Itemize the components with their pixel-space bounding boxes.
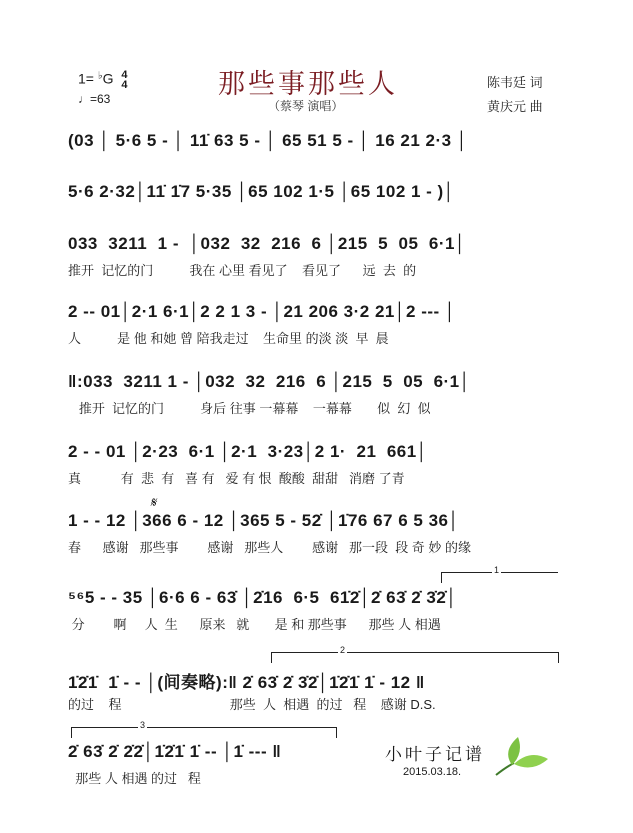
lyrics: 的过 程 那些 人 相遇 的过 程 感谢 D.S. [68, 697, 436, 712]
volta-number: 3 [140, 720, 146, 730]
lyrics: 推开 记忆的门 我在 心里 看见了 看见了 远 去 的 [68, 263, 417, 278]
key-signature [78, 70, 127, 90]
time-top: 4 [121, 69, 128, 81]
score-row-3 [68, 234, 568, 278]
key-label: 1= [78, 70, 98, 87]
notes: 1 - - 12 │366 6 - 12 │365 5 - 52̇ │1̇76 67 6 5 36│ [68, 511, 460, 530]
volta-bracket-3 [71, 720, 337, 738]
transcription-date: 2015.03.18. [403, 766, 462, 778]
tempo-mark: ♩=63 [78, 92, 111, 106]
notes: ‖:033 3211 1 - │032 32 216 6 │215 5 05 6·1│ [68, 372, 471, 391]
performer: （蔡琴 演唱） [268, 99, 344, 113]
score-row-9 [68, 668, 568, 712]
lyrics: 推开 记忆的门 身后 往事 一幕幕 一幕幕 似 幻 似 [68, 401, 431, 416]
notes: ⁵⁶5 - - 35 │6·6 6 - 63̇ │2̇16 6·5 61̇2̇│2̇ 63̇ 2̇ 3̇2̇│ [68, 588, 458, 607]
key-note: G [102, 70, 114, 87]
score-row-7 [68, 511, 568, 555]
notes: 2̇ 63̇ 2̇ 2̇2̇│1̇2̇1̇ 1̇ -- │1̇ --- ‖ [68, 742, 282, 761]
score-row-8 [68, 588, 568, 632]
score-row-4 [68, 302, 568, 346]
notes: 033 3211 1 - │032 32 216 6 │215 5 05 6·1│ [68, 234, 467, 253]
score-row-2 [68, 182, 568, 208]
lyrics: 那些 人 相遇 的过 程 [68, 771, 201, 786]
lyrics: 真 有 悲 有 喜 有 爱 有 恨 酸酸 甜甜 消磨 了青 [68, 471, 405, 486]
segno-icon: 𝄋 [150, 494, 157, 510]
lyrics: 分 啊 人 生 原来 就 是 和 那些事 那些 人 相遇 [68, 617, 441, 632]
volta-number: 1 [494, 565, 500, 575]
flat-icon: ♭ [97, 70, 103, 82]
volta-bracket-2 [271, 645, 559, 663]
lyricist-credit: 陈韦廷 词 [487, 75, 543, 90]
song-title: 那些事那些人 [218, 69, 398, 100]
notes: 2 - - 01 │2·23 6·1 │2·1 3·23│2 1· 21 661│ [68, 442, 428, 461]
score-row-1 [68, 131, 568, 157]
lyrics: 春 感谢 那些事 感谢 那些人 感谢 那一段 段 奇 妙 的缘 [68, 540, 472, 555]
lyrics: 人 是 他 和她 曾 陪我走过 生命里 的淡 淡 早 晨 [68, 331, 389, 346]
leaf-icon [492, 733, 552, 778]
time-signature [121, 70, 127, 90]
composer-credit: 黄庆元 曲 [487, 99, 543, 114]
notes: 1̇2̇1̇ 1̇ - - │(间奏略):‖ 2̇ 63̇ 2̇ 3̇2̇│1̇2̇1̇ 1̇ - 12 ‖ [68, 673, 425, 692]
notes: (03 │ 5·6 5 - │ 11̇ 63 5 - │ 65 51 5 - │ 16 21 2·3 │ [68, 131, 468, 150]
volta-number: 2 [340, 645, 346, 655]
score-row-5 [68, 372, 568, 416]
transcriber-brand: 小叶子记谱 [385, 745, 485, 765]
notes: 2 -- 01│2·1 6·1│2 2 1 3 - │21 206 3·2 21│2 --- │ [68, 302, 457, 321]
score-row-6 [68, 442, 568, 486]
notes: 5·6 2·32│11̇ 1̇7 5·35 │65 102 1·5 │65 102 1 - )│ [68, 182, 455, 201]
time-bottom: 4 [121, 79, 128, 91]
volta-bracket-1 [441, 565, 558, 583]
